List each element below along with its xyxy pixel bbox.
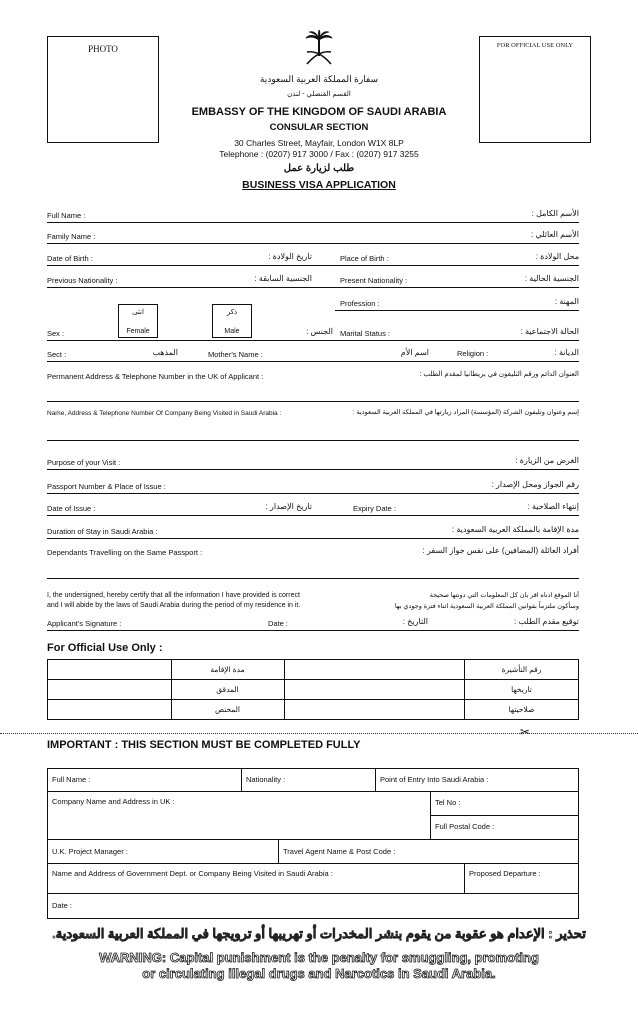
permanent-address-line[interactable] xyxy=(47,401,579,402)
purpose-line[interactable] xyxy=(47,469,579,470)
passport-line[interactable] xyxy=(47,493,579,494)
important-row-divider-2 xyxy=(430,815,579,816)
sect-label-ar: المذهب xyxy=(152,348,178,357)
dependants-label: Dependants Travelling on the Same Passport : xyxy=(47,548,203,557)
present-nationality-label-ar: الجنسية الحالية : xyxy=(524,274,579,283)
duration-line[interactable] xyxy=(47,538,579,539)
place-of-birth-label-ar: محل الولادة : xyxy=(535,252,579,261)
religion-label-ar: الديانة : xyxy=(554,348,579,357)
date-of-issue-label-ar: تاريخ الإصدار : xyxy=(265,502,312,511)
sex-marital-line[interactable] xyxy=(47,340,579,341)
marital-status-label-ar: الحالة الاجتماعية : xyxy=(520,327,579,336)
important-date-label[interactable]: Date : xyxy=(52,901,73,910)
warning-line-1: WARNING: Capital punishment is the penalty for smuggling, promoting xyxy=(99,950,539,965)
dependants-line[interactable] xyxy=(47,578,579,579)
full-name-label-ar: الأسم الكامل : xyxy=(531,209,579,218)
official-use-label: FOR OFFICIAL USE ONLY xyxy=(496,42,574,49)
male-label-ar: ذكر xyxy=(226,309,238,316)
arabic-form-title: طلب لزيارة عمل xyxy=(283,163,355,174)
mothers-name-label-ar: اسم الأم xyxy=(400,348,429,357)
profession-label-ar: المهنة : xyxy=(554,297,579,306)
permanent-address-label-ar: العنوان الدائم ورقم التليفون في بريطانيا لمقدم الطلب : xyxy=(419,371,579,378)
proposed-departure-label[interactable]: Proposed Departure : xyxy=(469,869,541,878)
project-manager-label[interactable]: U.K. Project Manager : xyxy=(52,847,128,856)
mothers-name-label: Mother's Name : xyxy=(208,350,263,359)
birth-line[interactable] xyxy=(47,265,579,266)
place-of-birth-label: Place of Birth : xyxy=(340,254,389,263)
full-name-label: Full Name : xyxy=(47,211,86,220)
photo-label: PHOTO xyxy=(88,44,118,54)
purpose-label: Purpose of your Visit : xyxy=(47,458,121,467)
duration-label-ar: مدة الإقامة بالمملكة العربية السعودية : xyxy=(451,525,579,534)
date-label: Date : xyxy=(268,619,289,628)
purpose-label-ar: الغرض من الزيارة : xyxy=(515,456,579,465)
date-of-issue-label: Date of Issue : xyxy=(47,504,96,513)
issue-line[interactable] xyxy=(47,515,579,516)
official-visa-date-ar: تاريخها xyxy=(511,685,532,694)
family-name-label-ar: الأسم العائلي : xyxy=(531,230,579,239)
official-use-box xyxy=(479,36,591,143)
present-nationality-label: Present Nationality : xyxy=(340,276,408,285)
company-visited-label: Name, Address & Telephone Number Of Company Being Visited in Saudi Arabia : xyxy=(47,410,282,417)
official-validity-ar: صلاحيتها xyxy=(508,705,535,714)
official-visa-number-ar: رقم التأشيرة xyxy=(501,665,542,674)
company-visited-line[interactable] xyxy=(47,440,579,441)
important-nationality-label[interactable]: Nationality : xyxy=(246,775,286,784)
permanent-address-label: Permanent Address & Telephone Number in the UK of Applicant : xyxy=(47,372,264,381)
important-row-divider-4 xyxy=(47,863,579,864)
government-dept-label[interactable]: Name and Address of Government Dept. or Company Being Visited in Saudi Arabia : xyxy=(52,869,333,878)
certification-line-1-ar: أنا الموقع ادناه اقر بان كل المعلومات التي دونتها صحيحة xyxy=(429,592,579,599)
date-label-ar: التاريخ : xyxy=(402,617,428,626)
previous-nationality-label: Previous Nationality : xyxy=(47,276,118,285)
signature-line[interactable] xyxy=(47,630,579,631)
scissors-icon: ✂ xyxy=(520,725,531,739)
dependants-label-ar: أفراد العائلة (المضافين) على نفس جواز السفر : xyxy=(422,546,579,555)
cut-line xyxy=(0,733,638,734)
official-auditor-ar: المدقق xyxy=(216,685,239,694)
tel-no-label[interactable]: Tel No : xyxy=(435,798,461,807)
previous-nationality-label-ar: الجنسية السابقة : xyxy=(254,274,312,283)
female-label: Female xyxy=(126,328,150,335)
sect-label: Sect : xyxy=(47,350,67,359)
warning-arabic: تحذير : الإعدام هو عقوبة من يقوم بنشر المخدرات أو تهريبها أو ترويجها في المملكة العربية السعودية. xyxy=(52,926,586,941)
consular-section-title: CONSULAR SECTION xyxy=(269,122,369,133)
profession-line[interactable] xyxy=(335,310,579,311)
form-title: BUSINESS VISA APPLICATION xyxy=(242,179,396,191)
signature-label: Applicant's Signature : xyxy=(47,619,122,628)
nationality-line[interactable] xyxy=(47,287,579,288)
official-use-title: For Official Use Only : xyxy=(47,642,163,654)
embassy-title: EMBASSY OF THE KINGDOM OF SAUDI ARABIA xyxy=(191,106,447,118)
important-row-divider-1 xyxy=(47,791,579,792)
male-label: Male xyxy=(224,328,240,335)
passport-label-ar: رقم الجواز ومحل الإصدار : xyxy=(491,480,579,489)
expiry-date-label-ar: إنتهاء الصلاحية : xyxy=(527,502,579,511)
marital-status-label: Marital Status : xyxy=(340,329,391,338)
sex-label: Sex : xyxy=(47,329,65,338)
certification-line-2-ar: وسأكون ملتزماً بقوانين المملكة العربية السعودية اثناء فترة وجودي بها xyxy=(394,603,579,610)
company-visited-label-ar: إسم وعنوان وتليفون الشركة (المؤسسة) المراد زيارتها في المملكة العربية السعودية : xyxy=(352,409,579,416)
important-row-divider-3 xyxy=(47,839,579,840)
important-col-divider-5 xyxy=(464,863,465,893)
date-of-birth-label: Date of Birth : xyxy=(47,254,93,263)
embassy-address: 30 Charles Street, Mayfair, London W1X 8LP xyxy=(234,138,404,148)
family-name-label: Family Name : xyxy=(47,232,96,241)
official-row-divider-2 xyxy=(47,699,579,700)
profession-label: Profession : xyxy=(340,299,380,308)
official-residence-ar: مدة الإقامة xyxy=(210,665,245,674)
important-full-name-label[interactable]: Full Name : xyxy=(52,775,91,784)
important-col-divider-4 xyxy=(278,839,279,863)
point-of-entry-label[interactable]: Point of Entry Into Saudi Arabia : xyxy=(380,775,489,784)
embassy-phone: Telephone : (0207) 917 3000 / Fax : (0207) 917 3255 xyxy=(219,149,419,159)
official-col-divider-2 xyxy=(284,659,285,720)
official-specialist-ar: المختص xyxy=(215,705,240,714)
travel-agent-label[interactable]: Travel Agent Name & Post Code : xyxy=(283,847,396,856)
arabic-consular-section: القسم القنصلي - لندن xyxy=(287,91,351,98)
important-title: IMPORTANT : THIS SECTION MUST BE COMPLETED FULLY xyxy=(47,739,361,751)
family-name-line[interactable] xyxy=(47,243,579,244)
sect-line[interactable] xyxy=(47,361,579,362)
official-row-divider-1 xyxy=(47,679,579,680)
female-label-ar: انثى xyxy=(132,309,144,316)
warning-line-2: or circulating illegal drugs and Narcotics in Saudi Arabia. xyxy=(142,966,496,981)
palm-and-swords-emblem-icon xyxy=(303,30,335,66)
sex-label-ar: الجنس : xyxy=(306,327,333,336)
religion-label: Religion : xyxy=(457,349,489,358)
certification-line-2: and I will abide by the laws of Saudi Arabia during the period of my residence in it. xyxy=(47,602,301,609)
full-name-line[interactable] xyxy=(47,222,579,223)
important-col-divider-2 xyxy=(375,768,376,791)
important-row-divider-5 xyxy=(47,893,579,894)
certification-line-1: I, the undersigned, hereby certify that all the information I have provided is correct xyxy=(47,592,300,599)
passport-label: Passport Number & Place of Issue : xyxy=(47,482,166,491)
signature-label-ar: توقيع مقدم الطلب : xyxy=(514,617,579,626)
important-col-divider-3 xyxy=(430,791,431,839)
postal-code-label[interactable]: Full Postal Code : xyxy=(435,822,495,831)
arabic-embassy-name: سفارة المملكة العربية السعودية xyxy=(259,74,379,84)
company-uk-label[interactable]: Company Name and Address in UK : xyxy=(52,797,175,806)
important-col-divider-1 xyxy=(241,768,242,791)
duration-label: Duration of Stay in Saudi Arabia : xyxy=(47,527,158,536)
expiry-date-label: Expiry Date : xyxy=(353,504,396,513)
date-of-birth-label-ar: تاريخ الولادة : xyxy=(268,252,312,261)
